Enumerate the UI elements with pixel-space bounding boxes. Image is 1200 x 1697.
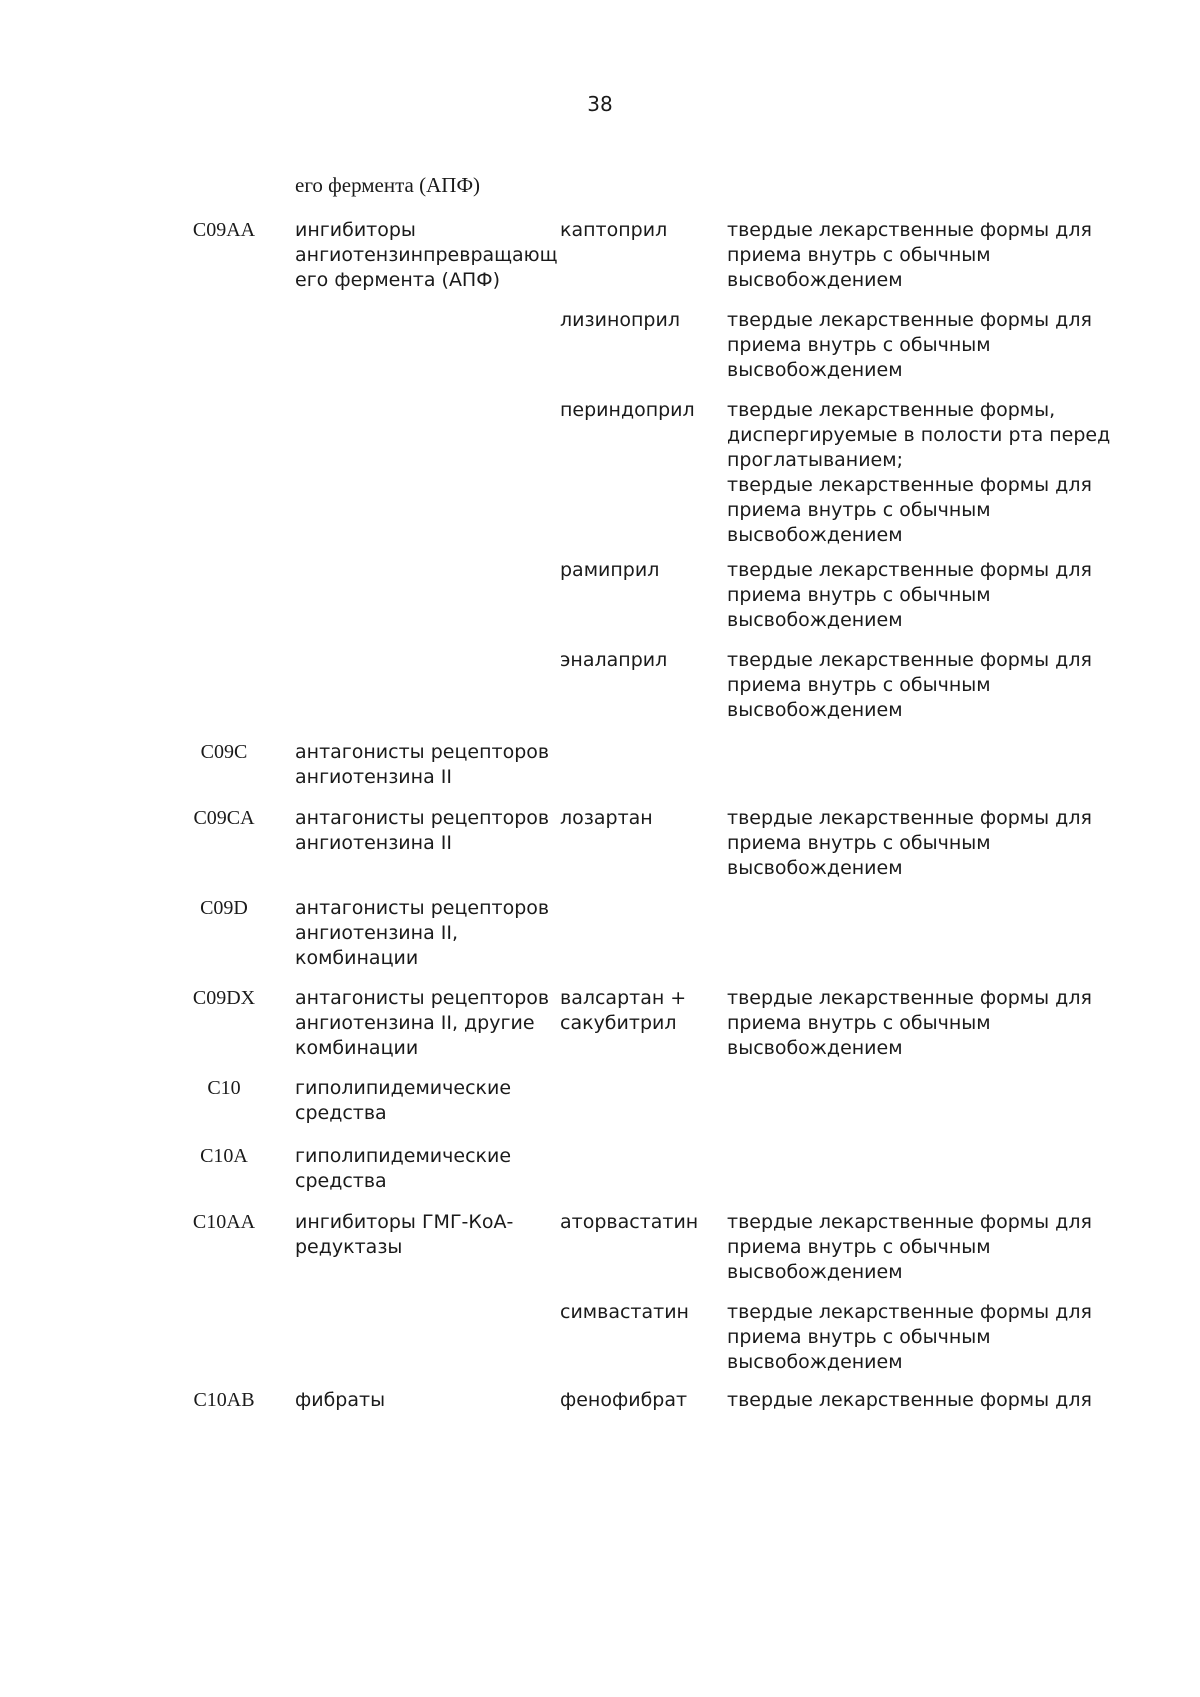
group-name-line: ингибиторы ГМГ-КоА- bbox=[295, 1211, 514, 1233]
drug-name bbox=[560, 1388, 720, 1413]
dosage-form-line: диспергируемые в полости рта перед bbox=[727, 424, 1111, 446]
drug-name-line: эналаприл bbox=[560, 649, 668, 671]
drug-name bbox=[560, 1300, 720, 1325]
dosage-form bbox=[727, 648, 1107, 723]
drug-name-line: каптоприл bbox=[560, 219, 668, 241]
drug-name bbox=[560, 218, 720, 243]
dosage-form-line: проглатыванием; bbox=[727, 449, 903, 471]
dosage-form bbox=[727, 986, 1107, 1061]
dosage-form-line: твердые лекарственные формы для bbox=[727, 559, 1092, 581]
dosage-form-line: приема внутрь с обычным bbox=[727, 244, 991, 266]
group-name-line: ангиотензина II, другие bbox=[295, 1012, 535, 1034]
dosage-form bbox=[727, 1210, 1107, 1285]
dosage-form-line: приема внутрь с обычным bbox=[727, 1326, 991, 1348]
drug-name-line: фенофибрат bbox=[560, 1389, 688, 1411]
drug-name-line: лозартан bbox=[560, 807, 653, 829]
group-name-line: средства bbox=[295, 1102, 387, 1124]
dosage-form-line: высвобождением bbox=[727, 1351, 903, 1373]
drug-name-line: симвастатин bbox=[560, 1301, 689, 1323]
dosage-form-line: приема внутрь с обычным bbox=[727, 499, 991, 521]
dosage-form-line: приема внутрь с обычным bbox=[727, 674, 991, 696]
atc-code: C10 bbox=[207, 1077, 241, 1099]
dosage-form-line: твердые лекарственные формы для bbox=[727, 649, 1092, 671]
dosage-form-line: твердые лекарственные формы для bbox=[727, 1211, 1092, 1233]
group-name-line: средства bbox=[295, 1170, 387, 1192]
dosage-form bbox=[727, 1388, 1107, 1413]
dosage-form-line: высвобождением bbox=[727, 857, 903, 879]
dosage-form-line: твердые лекарственные формы для bbox=[727, 807, 1092, 829]
drug-name-line: рамиприл bbox=[560, 559, 660, 581]
dosage-form-line: твердые лекарственные формы для bbox=[727, 219, 1092, 241]
group-name-line: ангиотензина II, bbox=[295, 922, 459, 944]
group-name-line: его фермента (АПФ) bbox=[295, 269, 500, 291]
dosage-form-line: высвобождением bbox=[727, 269, 903, 291]
dosage-form-line: высвобождением bbox=[727, 524, 903, 546]
group-name-line: комбинации bbox=[295, 1037, 419, 1059]
dosage-form-line: приема внутрь с обычным bbox=[727, 1012, 991, 1034]
group-name-line: фибраты bbox=[295, 1389, 386, 1411]
dosage-form-line: высвобождением bbox=[727, 699, 903, 721]
drug-name-line: периндоприл bbox=[560, 399, 695, 421]
dosage-form-line: твердые лекарственные формы для bbox=[727, 309, 1092, 331]
group-name bbox=[295, 986, 550, 1061]
group-name-line: гиполипидемические bbox=[295, 1145, 512, 1167]
dosage-form bbox=[727, 218, 1107, 293]
group-name bbox=[295, 218, 558, 293]
dosage-form-line: твердые лекарственные формы для bbox=[727, 1301, 1092, 1323]
dosage-form bbox=[727, 1300, 1107, 1375]
drug-name bbox=[560, 1210, 720, 1235]
group-name-line: антагонисты рецепторов bbox=[295, 807, 550, 829]
page-number: 38 bbox=[587, 92, 613, 116]
group-name bbox=[295, 1210, 550, 1260]
atc-code: C09C bbox=[200, 741, 248, 763]
drug-name bbox=[560, 558, 720, 583]
atc-code: C10AA bbox=[192, 1211, 256, 1233]
atc-code: C09DX bbox=[192, 987, 256, 1009]
atc-code: C10A bbox=[200, 1145, 248, 1167]
group-name-line: гиполипидемические bbox=[295, 1077, 512, 1099]
dosage-form bbox=[727, 398, 1111, 548]
group-name-line: антагонисты рецепторов bbox=[295, 987, 550, 1009]
drug-name bbox=[560, 986, 720, 1036]
dosage-form-line: приема внутрь с обычным bbox=[727, 832, 991, 854]
group-name bbox=[295, 896, 550, 971]
atc-code: C10AB bbox=[193, 1389, 255, 1411]
group-name-line: ангиотензина II bbox=[295, 766, 452, 788]
group-name-line: ангиотензинпревращающ bbox=[295, 244, 558, 266]
dosage-form-line: твердые лекарственные формы, bbox=[727, 399, 1056, 421]
drug-name bbox=[560, 648, 720, 673]
group-name bbox=[295, 806, 550, 856]
dosage-form bbox=[727, 806, 1107, 881]
dosage-form-line: высвобождением bbox=[727, 359, 903, 381]
drug-name-line: аторвастатин bbox=[560, 1211, 699, 1233]
group-name-line: антагонисты рецепторов bbox=[295, 897, 550, 919]
drug-name-line: лизиноприл bbox=[560, 309, 680, 331]
drug-name-line: сакубитрил bbox=[560, 1012, 677, 1034]
dosage-form-line: твердые лекарственные формы для bbox=[727, 987, 1092, 1009]
dosage-form bbox=[727, 308, 1107, 383]
drug-name-line: валсартан + bbox=[560, 987, 687, 1009]
dosage-form-line: приема внутрь с обычным bbox=[727, 334, 991, 356]
dosage-form-line: твердые лекарственные формы для bbox=[727, 474, 1092, 496]
group-name bbox=[295, 1144, 550, 1194]
group-name-line: ангиотензина II bbox=[295, 832, 452, 854]
dosage-form-line: высвобождением bbox=[727, 1037, 903, 1059]
drug-name bbox=[560, 806, 720, 831]
dosage-form bbox=[727, 558, 1107, 633]
atc-code: C09D bbox=[200, 897, 248, 919]
continuation-text: его фермента (АПФ) bbox=[295, 173, 481, 197]
dosage-form-line: приема внутрь с обычным bbox=[727, 1236, 991, 1258]
dosage-form-line: приема внутрь с обычным bbox=[727, 584, 991, 606]
group-name bbox=[295, 1076, 550, 1126]
dosage-form-line: высвобождением bbox=[727, 1261, 903, 1283]
group-name-line: ингибиторы bbox=[295, 219, 416, 241]
drug-name bbox=[560, 308, 720, 333]
group-name bbox=[295, 1388, 550, 1413]
dosage-form-line: твердые лекарственные формы для bbox=[727, 1389, 1092, 1411]
group-name-line: комбинации bbox=[295, 947, 419, 969]
group-name-line: редуктазы bbox=[295, 1236, 403, 1258]
drug-name bbox=[560, 398, 720, 423]
group-name-line: антагонисты рецепторов bbox=[295, 741, 550, 763]
dosage-form-line: высвобождением bbox=[727, 609, 903, 631]
atc-code: C09AA bbox=[192, 219, 256, 241]
group-name bbox=[295, 740, 550, 790]
atc-code: C09CA bbox=[193, 807, 255, 829]
